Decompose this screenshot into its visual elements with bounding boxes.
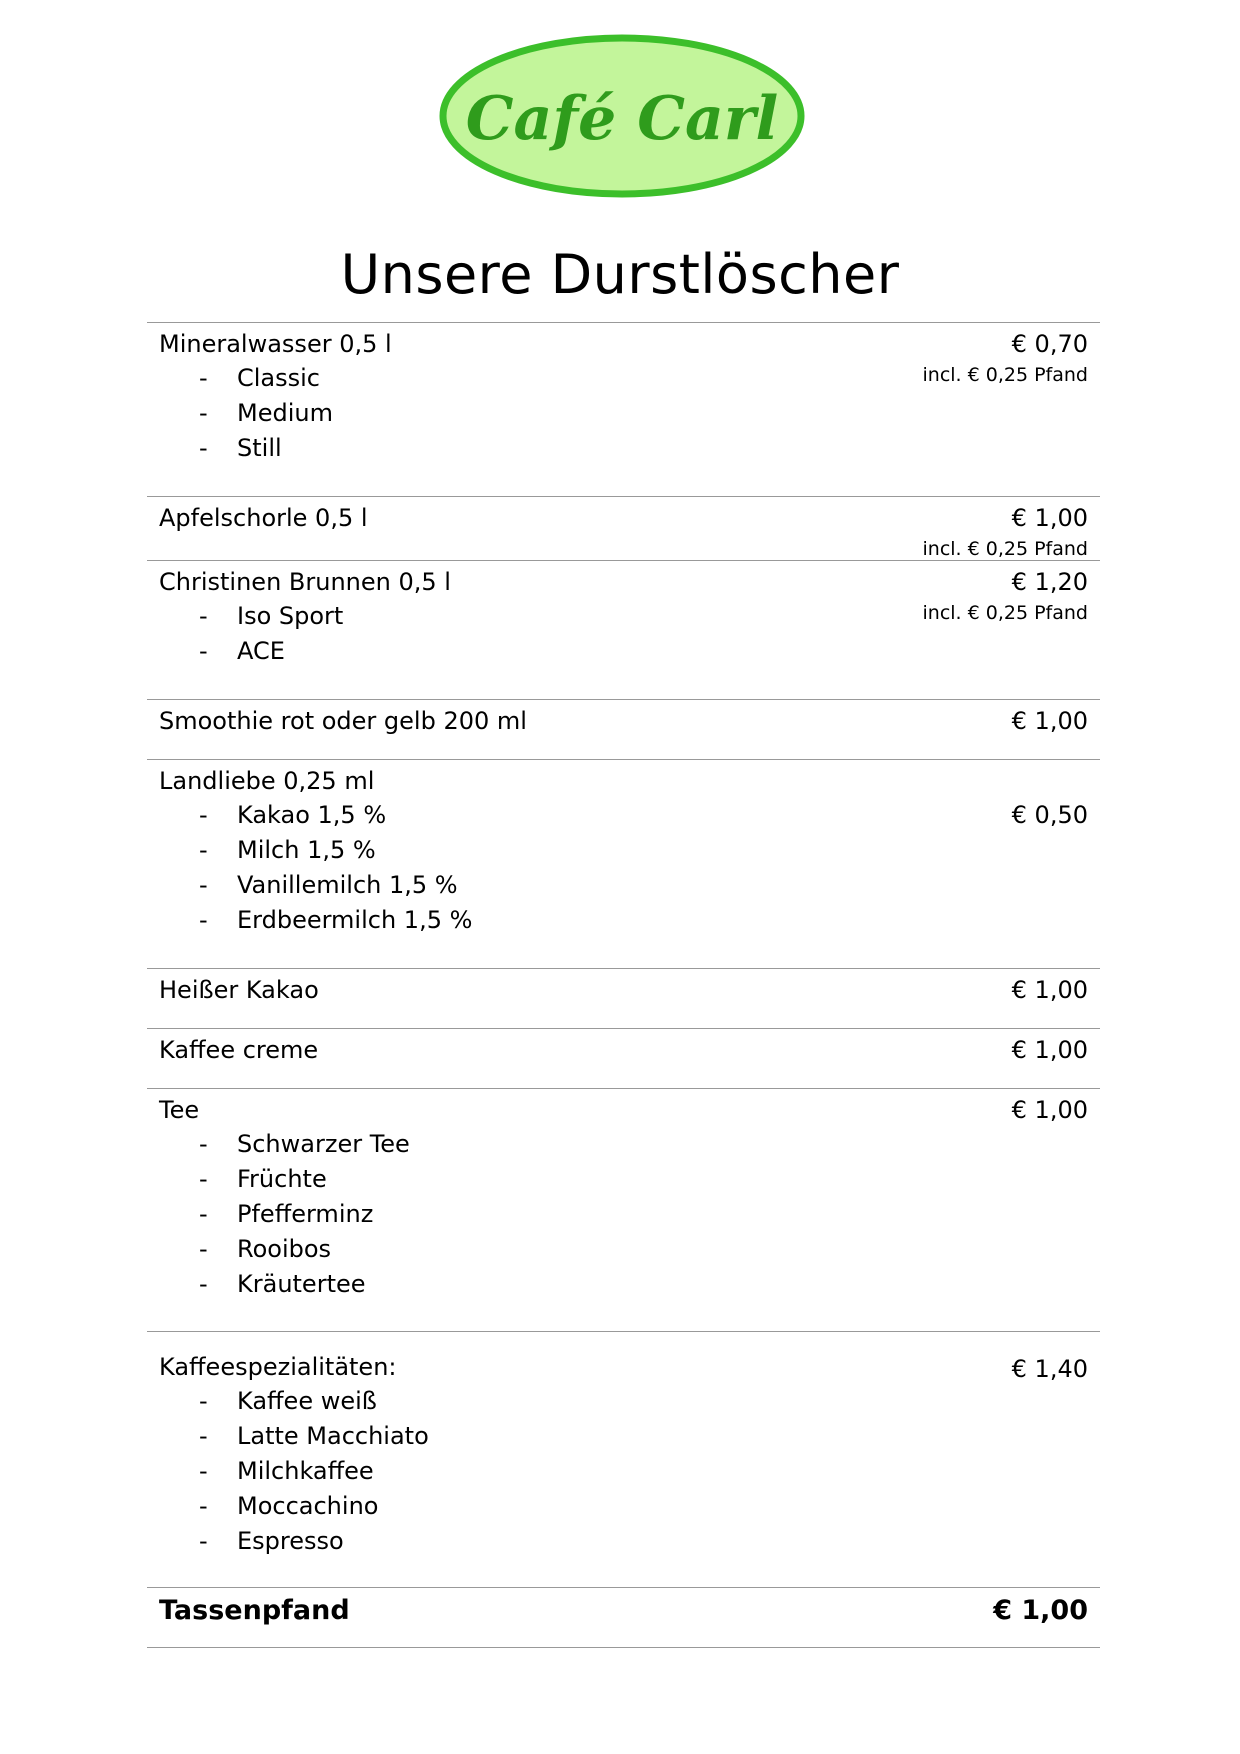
- sub-item: [159, 431, 1088, 466]
- bullet-dash: -: [199, 1457, 208, 1485]
- item-name: Kaffeespezialitäten:: [159, 1353, 397, 1381]
- sub-item-label: Milchkaffee: [237, 1457, 374, 1485]
- bullet-dash: -: [199, 836, 208, 864]
- menu-row: [147, 760, 1100, 969]
- sub-item-label: Milch 1,5 %: [237, 836, 376, 864]
- item-price: € 1,00: [1011, 1096, 1088, 1124]
- sub-item: [159, 1419, 1088, 1454]
- item-price: € 1,00: [1011, 504, 1088, 532]
- price-column: [923, 501, 1089, 563]
- bullet-dash: -: [199, 1492, 208, 1520]
- sub-item: [159, 868, 1088, 903]
- bullet-dash: -: [199, 602, 208, 630]
- sub-item-label: Iso Sport: [237, 602, 344, 630]
- sub-item-label: ACE: [237, 637, 285, 665]
- sub-item-label: Rooibos: [237, 1235, 332, 1263]
- sub-item: [159, 1489, 1088, 1524]
- sub-item: [159, 1162, 1088, 1197]
- sub-item: [159, 1384, 1088, 1419]
- sub-item: [159, 361, 1088, 396]
- sub-item: [159, 599, 1088, 634]
- sub-item-label: Kaffee weiß: [237, 1387, 377, 1415]
- price-column: [1012, 704, 1088, 738]
- item-price: € 1,00: [1011, 1036, 1088, 1064]
- item-price: € 0,50: [1011, 801, 1088, 829]
- price-column: [1012, 1352, 1088, 1386]
- drinks-menu: [147, 322, 1100, 1648]
- deposit-note: incl. € 0,25 Pfand: [922, 602, 1088, 624]
- item-name: Tee: [159, 1096, 200, 1124]
- sub-item: [159, 1454, 1088, 1489]
- item-name: Kaffee creme: [159, 1036, 319, 1064]
- sub-item-label: Espresso: [237, 1527, 344, 1555]
- menu-row: [147, 561, 1100, 700]
- menu-row: [147, 700, 1100, 760]
- logo-text: Café Carl: [465, 84, 779, 154]
- sub-item: [159, 396, 1088, 431]
- bullet-dash: -: [199, 1165, 208, 1193]
- sub-item: [159, 1267, 1088, 1302]
- deposit-note: incl. € 0,25 Pfand: [922, 538, 1088, 560]
- bullet-dash: -: [199, 1527, 208, 1555]
- item-price: € 1,00: [1011, 976, 1088, 1004]
- bullet-dash: -: [199, 801, 208, 829]
- item-name: Mineralwasser 0,5 l: [159, 330, 392, 358]
- price-column: [1012, 1093, 1088, 1127]
- price-column: [1012, 1033, 1088, 1067]
- sub-item: [159, 1197, 1088, 1232]
- price-column: [993, 1594, 1088, 1628]
- sub-item-label: Pfefferminz: [237, 1200, 374, 1228]
- menu-row: [147, 323, 1100, 497]
- sub-item-label: Erdbeermilch 1,5 %: [237, 906, 473, 934]
- sub-item: [159, 1127, 1088, 1162]
- footer-price: € 1,00: [993, 1595, 1088, 1626]
- sub-item: [159, 1232, 1088, 1267]
- bullet-dash: -: [199, 906, 208, 934]
- sub-item-label: Früchte: [237, 1165, 327, 1193]
- price-column: [1012, 973, 1088, 1007]
- menu-row: [147, 497, 1100, 561]
- sub-item-label: Vanillemilch 1,5 %: [237, 871, 458, 899]
- item-name: Smoothie rot oder gelb 200 ml: [159, 707, 527, 735]
- sub-item: [159, 903, 1088, 938]
- sub-item: [159, 1524, 1088, 1559]
- menu-row: [147, 1332, 1100, 1588]
- sub-item-label: Moccachino: [237, 1492, 379, 1520]
- item-price: € 1,20: [1011, 568, 1088, 596]
- item-name: Heißer Kakao: [159, 976, 319, 1004]
- bullet-dash: -: [199, 637, 208, 665]
- menu-row: [147, 1029, 1100, 1089]
- footer-name: Tassenpfand: [159, 1595, 350, 1626]
- deposit-note: incl. € 0,25 Pfand: [922, 364, 1088, 386]
- bullet-dash: -: [199, 1422, 208, 1450]
- item-price: € 1,40: [1011, 1355, 1088, 1383]
- bullet-dash: -: [199, 1387, 208, 1415]
- bullet-dash: -: [199, 364, 208, 392]
- sub-item: [159, 798, 1088, 833]
- page-title: Unsere Durstlöscher: [340, 243, 900, 306]
- sub-item-label: Schwarzer Tee: [237, 1130, 410, 1158]
- item-price: € 1,00: [1011, 707, 1088, 735]
- sub-item: [159, 634, 1088, 669]
- sub-item-label: Latte Macchiato: [237, 1422, 429, 1450]
- bullet-dash: -: [199, 1130, 208, 1158]
- item-price: € 0,70: [1011, 330, 1088, 358]
- footer-row: [147, 1588, 1100, 1648]
- bullet-dash: -: [199, 871, 208, 899]
- sub-item: [159, 833, 1088, 868]
- sub-item-label: Medium: [237, 399, 333, 427]
- bullet-dash: -: [199, 1200, 208, 1228]
- sub-item-label: Kakao 1,5 %: [237, 801, 387, 829]
- menu-row: [147, 969, 1100, 1029]
- item-name: Landliebe 0,25 ml: [159, 767, 375, 795]
- menu-row: [147, 1089, 1100, 1332]
- sub-item-label: Classic: [237, 364, 321, 392]
- bullet-dash: -: [199, 434, 208, 462]
- bullet-dash: -: [199, 1235, 208, 1263]
- cafe-logo: [437, 33, 807, 199]
- sub-item-label: Kräutertee: [237, 1270, 366, 1298]
- item-name: Apfelschorle 0,5 l: [159, 504, 368, 532]
- item-name: Christinen Brunnen 0,5 l: [159, 568, 451, 596]
- bullet-dash: -: [199, 1270, 208, 1298]
- sub-item-label: Still: [237, 434, 282, 462]
- bullet-dash: -: [199, 399, 208, 427]
